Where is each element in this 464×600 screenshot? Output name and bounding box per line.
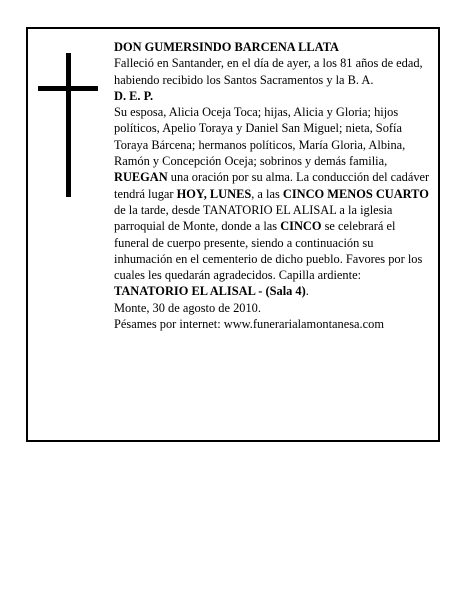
family-paragraph: Su esposa, Alicia Oceja Toca; hijas, Alicia y Gloria; hijos políticos, Apelio Toraya y Daniel San Miguel; nieta, Sofía Toraya Bárcena; hermanos políticos, María Gloria, Albina, Ramón y Concepción Oceja; sobrinos y demás familia, (114, 105, 406, 169)
sacraments-line: habiendo recibido los Santos Sacramentos y la B. A. (114, 72, 374, 87)
funeral-text: se celebrará el funeral de cuerpo presente, siendo a continuación su inhumación en el cementerio de dicho pueblo. Favores por los cuales les quedarán agradecidos. Capilla ardiente: (114, 219, 423, 283)
cross-icon (66, 53, 71, 197)
prayer-text: una oración por su alma. La conducción del cadáver tendrá lugar (114, 170, 430, 201)
time-two: CINCO (280, 219, 322, 234)
ruegan-word: RUEGAN (114, 170, 168, 185)
time-one: CINCO MENOS CUARTO (282, 186, 429, 201)
obituary-text (114, 39, 430, 332)
place-date: Monte, 30 de agosto de 2010. (114, 300, 261, 315)
cross-icon-crossbar (38, 86, 98, 91)
deceased-name: DON GUMERSINDO BARCENA LLATA (114, 40, 340, 54)
rip-line: D. E. P. (114, 88, 154, 103)
period: . (305, 284, 309, 299)
funeral-paragraph (114, 169, 430, 299)
from-tanatorio-text: de la tarde, desde TANATORIO EL ALISAL a la iglesia parroquial de Monte, donde a las (114, 202, 393, 234)
day-text: HOY, LUNES (176, 186, 252, 201)
chapel-name: TANATORIO EL ALISAL - (Sala 4) (114, 284, 306, 299)
at-the-text: , a las (251, 186, 283, 201)
death-line: Falleció en Santander, en el día de ayer, a los 81 años de edad, (114, 56, 423, 71)
condolences-line: Pésames por internet: www.funerarialamontanesa.com (114, 317, 384, 332)
